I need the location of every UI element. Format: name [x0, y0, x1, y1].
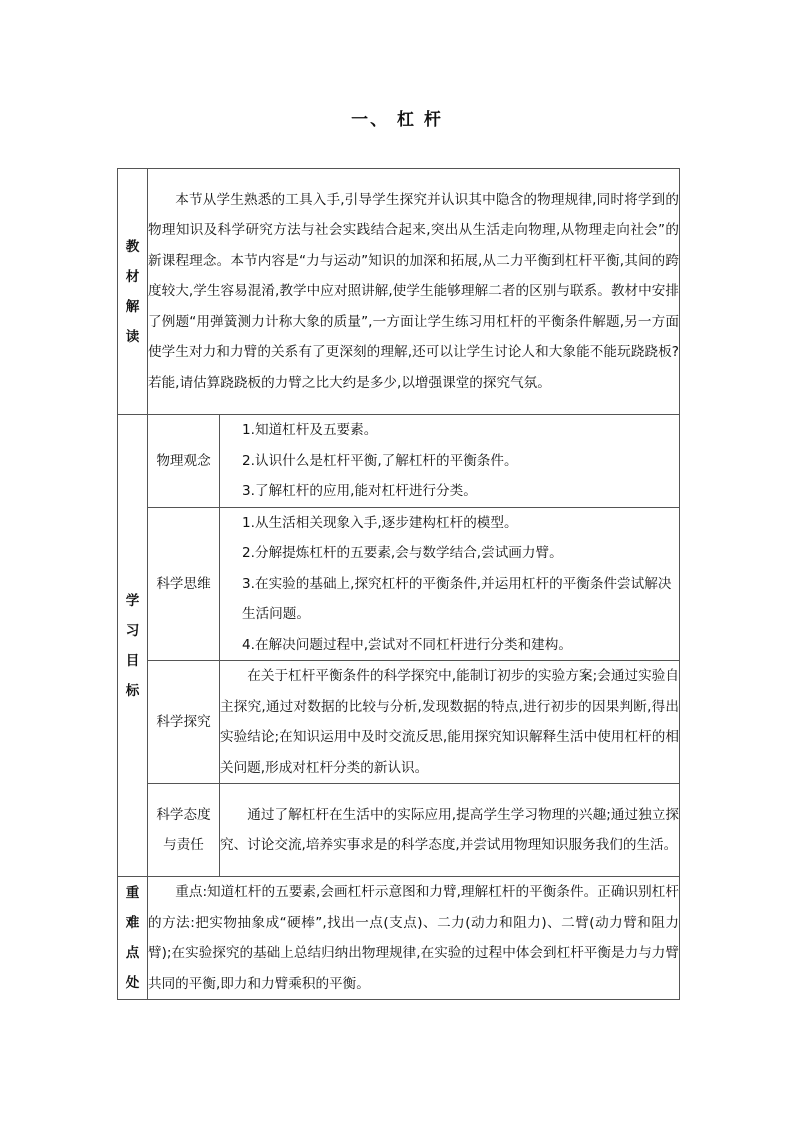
header-char: 重 [125, 885, 140, 901]
taidu-label [148, 784, 220, 877]
taidu-label-line: 科学态度 [156, 807, 211, 823]
taidu-label-line: 与责任 [163, 837, 204, 853]
jiaocai-row [118, 169, 680, 415]
header-char: 点 [125, 945, 140, 961]
header-char: 标 [125, 682, 140, 699]
zhongnan-header [118, 877, 148, 1000]
list-item: 2.认识什么是杠杆平衡,了解杠杆的平衡条件。 [242, 452, 518, 469]
jiaocai-content [148, 169, 680, 415]
header-char: 目 [125, 652, 140, 669]
header-char: 难 [125, 915, 140, 931]
siwei-row [118, 507, 680, 661]
wuli-row [118, 415, 680, 508]
lesson-table [117, 168, 680, 1000]
jiaocai-header [118, 169, 148, 415]
tanjiu-content [220, 661, 680, 784]
siwei-content [220, 507, 680, 661]
taidu-text: 通过了解杠杆在生活中的实际应用,提高学生学习物理的兴趣;通过独立探究、讨论交流,培养实事求是的科学态度,并尝试用物理知识服务我们的生活。 [220, 806, 679, 853]
header-char: 处 [125, 975, 140, 991]
list-item: 1.知道杠杆及五要素。 [242, 422, 378, 438]
header-char: 习 [125, 622, 140, 639]
wuli-label: 物理观念 [148, 415, 220, 508]
list-item: 2.分解提炼杠杆的五要素,会与数学结合,尝试画力臂。 [242, 545, 563, 561]
xuexi-header [118, 415, 148, 877]
list-item: 1.从生活相关现象入手,逐步建构杠杆的模型。 [242, 514, 518, 531]
header-char: 解 [125, 298, 140, 315]
tanjiu-row [118, 661, 680, 784]
list-item: 3.了解杠杆的应用,能对杠杆进行分类。 [242, 483, 477, 499]
siwei-label: 科学思维 [148, 507, 220, 661]
tanjiu-text: 在关于杠杆平衡条件的科学探究中,能制订初步的实验方案;会通过实验自主探究,通过对数据的比较与分析,发现数据的特点,进行初步的因果判断,得出实验结论;在知识运用中及时交流反思,能用探究知识解释生活中使用杠杆的相关问题,形成对杠杆分类的新认识。 [220, 668, 679, 776]
header-char: 学 [125, 592, 140, 609]
jiaocai-text: 本节从学生熟悉的工具入手,引导学生探究并认识其中隐含的物理规律,同时将学到的物理知识及科学研究方法与社会实践结合起来,突出从生活走向物理,从物理走向社会”的新课程理念。本节内容是“力与运动”知识的加深和拓展,从二力平衡到杠杆平衡,其间的跨度较大,学生容易混淆,教学中应对照讲解,使学生能够理解二者的区别与联系。教材中安排了例题“用弹簧测力计称大象的质量”,一方面让学生练习用杠杆的平衡条件解题,另一方面使学生对力和力臂的关系有了更深刻的理解,还可以让学生讨论人和大象能不能玩跷跷板?若能,请估算跷跷板的力臂之比大约是多少,以增强课堂的探究气氛。 [148, 191, 679, 391]
header-char: 材 [125, 268, 140, 285]
list-item: 3.在实验的基础上,探究杠杆的平衡条件,并运用杠杆的平衡条件尝试解决生活问题。 [242, 575, 672, 622]
taidu-content [220, 784, 680, 877]
header-char: 读 [125, 328, 140, 345]
zhongnan-content [148, 877, 680, 1000]
header-char: 教 [125, 238, 140, 255]
list-item: 4.在解决问题过程中,尝试对不同杠杆进行分类和建构。 [242, 636, 572, 653]
wuli-content [220, 415, 680, 508]
taidu-row [118, 784, 680, 877]
tanjiu-label: 科学探究 [148, 661, 220, 784]
zhongnan-text: 重点:知道杠杆的五要素,会画杠杆示意图和力臂,理解杠杆的平衡条件。正确识别杠杆的方法:把实物抽象成“硬棒”,找出一点(支点)、二力(动力和阻力)、二臂(动力臂和阻力臂);在实验探究的基础上总结归纳出物理规律,在实验的过程中体会到杠杆平衡是力与力臂共同的平衡,即力和力臂乘积的平衡。 [148, 884, 679, 992]
page-title: 一、 杠 杆 [351, 110, 443, 130]
zhongnan-row [118, 877, 680, 1000]
